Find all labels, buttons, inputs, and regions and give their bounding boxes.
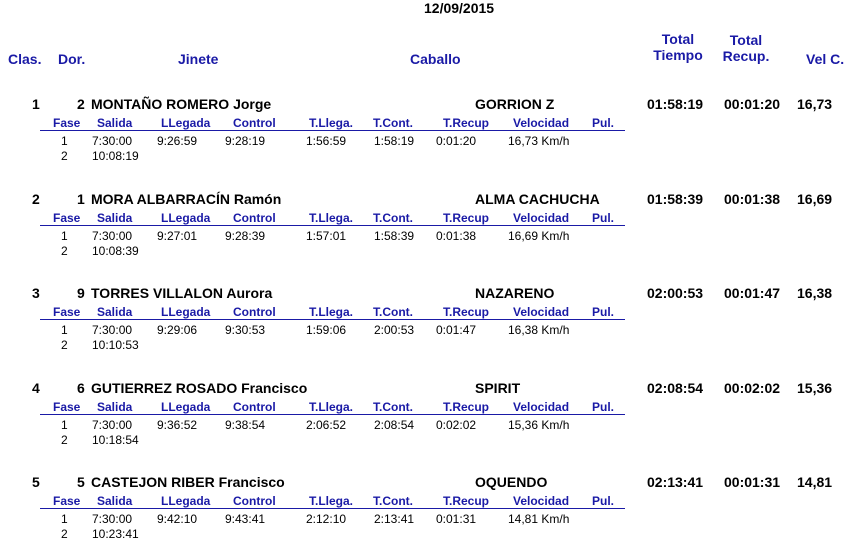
phase1-velocidad: 15,36 Km/h — [508, 417, 570, 432]
phase1-control: 9:28:39 — [225, 228, 266, 243]
header-vel: Vel C. — [806, 51, 845, 67]
sub-header-underline — [40, 319, 625, 320]
sub-header-t-recup: T.Recup — [443, 494, 490, 508]
entry-clas: 5 — [32, 474, 40, 490]
phase1-control: 9:30:53 — [225, 323, 266, 337]
entry-total-tiempo: 02:00:53 — [647, 285, 704, 301]
sub-header-salida: Salida — [97, 210, 133, 225]
entry-jinete: TORRES VILLALON Aurora — [91, 285, 273, 301]
entry-caballo: NAZARENO — [475, 285, 555, 301]
sub-header-salida: Salida — [97, 494, 133, 508]
phase1-t-cont: 2:00:53 — [374, 323, 415, 337]
result-entry — [0, 380, 849, 460]
header-total-recup-line2: Recup. — [722, 48, 770, 64]
sub-header-t-llegada: T.Llega. — [309, 305, 354, 319]
phase1-t-llegada: 2:12:10 — [306, 512, 347, 526]
entry-dor: 1 — [77, 190, 85, 207]
sub-header-fase: Fase — [53, 116, 81, 130]
phase1-velocidad: 16,73 Km/h — [508, 134, 570, 148]
phase1-t-cont: 2:08:54 — [374, 417, 415, 432]
entry-dor: 2 — [77, 96, 85, 112]
phase2-salida: 10:10:53 — [92, 338, 139, 352]
entry-clas: 3 — [32, 285, 40, 301]
entry-jinete: MORA ALBARRACÍN Ramón — [91, 190, 282, 207]
entry-dor: 9 — [77, 285, 85, 301]
sub-header-fase: Fase — [53, 210, 81, 225]
sub-header-salida: Salida — [97, 305, 133, 319]
phase2-fase: 2 — [61, 527, 68, 541]
entry-jinete: GUTIERREZ ROSADO Francisco — [91, 379, 308, 396]
sub-header-pul: Pul. — [592, 305, 615, 319]
entry-total-tiempo: 01:58:39 — [647, 190, 704, 207]
sub-header-velocidad: Velocidad — [513, 305, 570, 319]
phase1-velocidad: 16,69 Km/h — [508, 228, 570, 243]
sub-header-t-llegada: T.Llega. — [309, 399, 354, 414]
phase2-salida: 10:08:19 — [92, 149, 139, 163]
sub-header-underline — [40, 130, 625, 131]
entry-total-tiempo: 01:58:19 — [647, 96, 704, 112]
sub-header-llegada: LLegada — [161, 305, 211, 319]
phase1-t-recup: 0:01:47 — [436, 323, 477, 337]
phase1-fase: 1 — [61, 323, 68, 337]
header-total-tiempo — [648, 31, 708, 63]
phase2-salida: 10:23:41 — [92, 527, 139, 541]
entry-total-tiempo: 02:13:41 — [647, 474, 704, 490]
sub-header-t-cont: T.Cont. — [373, 116, 413, 130]
sub-header-underline — [40, 508, 625, 509]
phase1-t-cont: 1:58:19 — [374, 134, 415, 148]
header-jinete: Jinete — [178, 51, 219, 67]
header-caballo: Caballo — [410, 51, 461, 67]
sub-header-velocidad: Velocidad — [513, 116, 570, 130]
phase1-t-llegada: 1:56:59 — [306, 134, 347, 148]
sub-header-control: Control — [233, 210, 276, 225]
phase2-fase: 2 — [61, 338, 68, 352]
phase1-fase: 1 — [61, 228, 68, 243]
entry-jinete: CASTEJON RIBER Francisco — [91, 474, 285, 490]
result-entry — [0, 285, 849, 365]
sub-header-control: Control — [233, 305, 276, 319]
sub-header-t-cont: T.Cont. — [373, 399, 413, 414]
phase2-fase: 2 — [61, 149, 68, 163]
phase1-t-cont: 2:13:41 — [374, 512, 415, 526]
entry-caballo: ALMA CACHUCHA — [475, 190, 600, 207]
entry-caballo: GORRION Z — [475, 96, 555, 112]
sub-header-t-llegada: T.Llega. — [309, 494, 354, 508]
header-total-recup — [718, 32, 774, 64]
phase1-llegada: 9:27:01 — [157, 228, 198, 243]
phase1-fase: 1 — [61, 134, 68, 148]
phase1-salida: 7:30:00 — [92, 134, 133, 148]
report-date: 12/09/2015 — [424, 0, 495, 16]
sub-header-pul: Pul. — [592, 399, 615, 414]
sub-header-salida: Salida — [97, 399, 133, 414]
phase1-t-recup: 0:01:31 — [436, 512, 477, 526]
phase1-control: 9:38:54 — [225, 417, 266, 432]
sub-header-t-cont: T.Cont. — [373, 210, 413, 225]
entry-clas: 1 — [32, 96, 40, 112]
entry-total-tiempo: 02:08:54 — [647, 379, 704, 396]
header-dor: Dor. — [58, 51, 86, 67]
sub-header-t-llegada: T.Llega. — [309, 210, 354, 225]
phase1-llegada: 9:42:10 — [157, 512, 198, 526]
sub-header-llegada: LLegada — [161, 494, 211, 508]
sub-header-underline — [40, 225, 625, 226]
phase1-velocidad: 16,38 Km/h — [508, 323, 570, 337]
entry-vel: 15,36 — [797, 379, 833, 396]
phase2-fase: 2 — [61, 243, 68, 258]
entry-total-recup: 00:01:31 — [724, 474, 781, 490]
entry-jinete: MONTAÑO ROMERO Jorge — [91, 96, 272, 112]
entry-total-recup: 00:02:02 — [724, 379, 781, 396]
sub-header-llegada: LLegada — [161, 399, 211, 414]
phase2-salida: 10:18:54 — [92, 432, 139, 447]
phase1-t-recup: 0:02:02 — [436, 417, 477, 432]
sub-header-llegada: LLegada — [161, 210, 211, 225]
sub-header-velocidad: Velocidad — [513, 494, 570, 508]
sub-header-t-cont: T.Cont. — [373, 305, 413, 319]
header-total-recup-line1: Total — [729, 32, 763, 48]
sub-header-llegada: LLegada — [161, 116, 211, 130]
phase1-control: 9:28:19 — [225, 134, 266, 148]
header-total-tiempo-line1: Total — [661, 31, 695, 47]
header-total-tiempo-line2: Tiempo — [653, 47, 703, 63]
sub-header-control: Control — [233, 494, 276, 508]
entry-total-recup: 00:01:38 — [724, 190, 781, 207]
sub-header-velocidad: Velocidad — [513, 210, 570, 225]
sub-header-t-recup: T.Recup — [443, 116, 490, 130]
phase1-llegada: 9:36:52 — [157, 417, 198, 432]
entry-clas: 4 — [32, 379, 40, 396]
sub-header-pul: Pul. — [592, 210, 615, 225]
phase1-t-recup: 0:01:20 — [436, 134, 477, 148]
sub-header-fase: Fase — [53, 399, 81, 414]
phase1-salida: 7:30:00 — [92, 417, 133, 432]
sub-header-underline — [40, 414, 625, 415]
phase1-velocidad: 14,81 Km/h — [508, 512, 570, 526]
phase1-fase: 1 — [61, 512, 68, 526]
entry-dor: 5 — [77, 474, 85, 490]
phase1-fase: 1 — [61, 417, 68, 432]
sub-header-control: Control — [233, 399, 276, 414]
entry-vel: 16,69 — [797, 190, 833, 207]
phase1-llegada: 9:26:59 — [157, 134, 198, 148]
entry-total-recup: 00:01:20 — [724, 96, 781, 112]
entry-vel: 16,38 — [797, 285, 833, 301]
entry-vel: 16,73 — [797, 96, 833, 112]
phase1-salida: 7:30:00 — [92, 512, 133, 526]
sub-header-t-recup: T.Recup — [443, 399, 490, 414]
phase1-t-cont: 1:58:39 — [374, 228, 415, 243]
sub-header-control: Control — [233, 116, 276, 130]
phase1-t-llegada: 2:06:52 — [306, 417, 347, 432]
phase2-salida: 10:08:39 — [92, 243, 139, 258]
sub-header-pul: Pul. — [592, 116, 615, 130]
sub-header-fase: Fase — [53, 305, 81, 319]
sub-header-t-recup: T.Recup — [443, 305, 490, 319]
entry-caballo: SPIRIT — [475, 379, 521, 396]
entry-total-recup: 00:01:47 — [724, 285, 781, 301]
entry-clas: 2 — [32, 190, 40, 207]
sub-header-t-recup: T.Recup — [443, 210, 490, 225]
phase1-t-llegada: 1:59:06 — [306, 323, 347, 337]
result-entry — [0, 474, 849, 554]
sub-header-salida: Salida — [97, 116, 133, 130]
entry-dor: 6 — [77, 379, 85, 396]
result-entry — [0, 96, 849, 176]
header-clas: Clas. — [8, 51, 42, 67]
phase2-fase: 2 — [61, 432, 68, 447]
phase1-t-llegada: 1:57:01 — [306, 228, 347, 243]
sub-header-pul: Pul. — [592, 494, 615, 508]
phase1-control: 9:43:41 — [225, 512, 266, 526]
phase1-salida: 7:30:00 — [92, 323, 133, 337]
phase1-salida: 7:30:00 — [92, 228, 133, 243]
sub-header-velocidad: Velocidad — [513, 399, 570, 414]
phase1-llegada: 9:29:06 — [157, 323, 198, 337]
phase1-t-recup: 0:01:38 — [436, 228, 477, 243]
entry-caballo: OQUENDO — [475, 474, 548, 490]
sub-header-t-cont: T.Cont. — [373, 494, 413, 508]
result-entry — [0, 191, 849, 271]
sub-header-t-llegada: T.Llega. — [309, 116, 354, 130]
entry-vel: 14,81 — [797, 474, 833, 490]
sub-header-fase: Fase — [53, 494, 81, 508]
